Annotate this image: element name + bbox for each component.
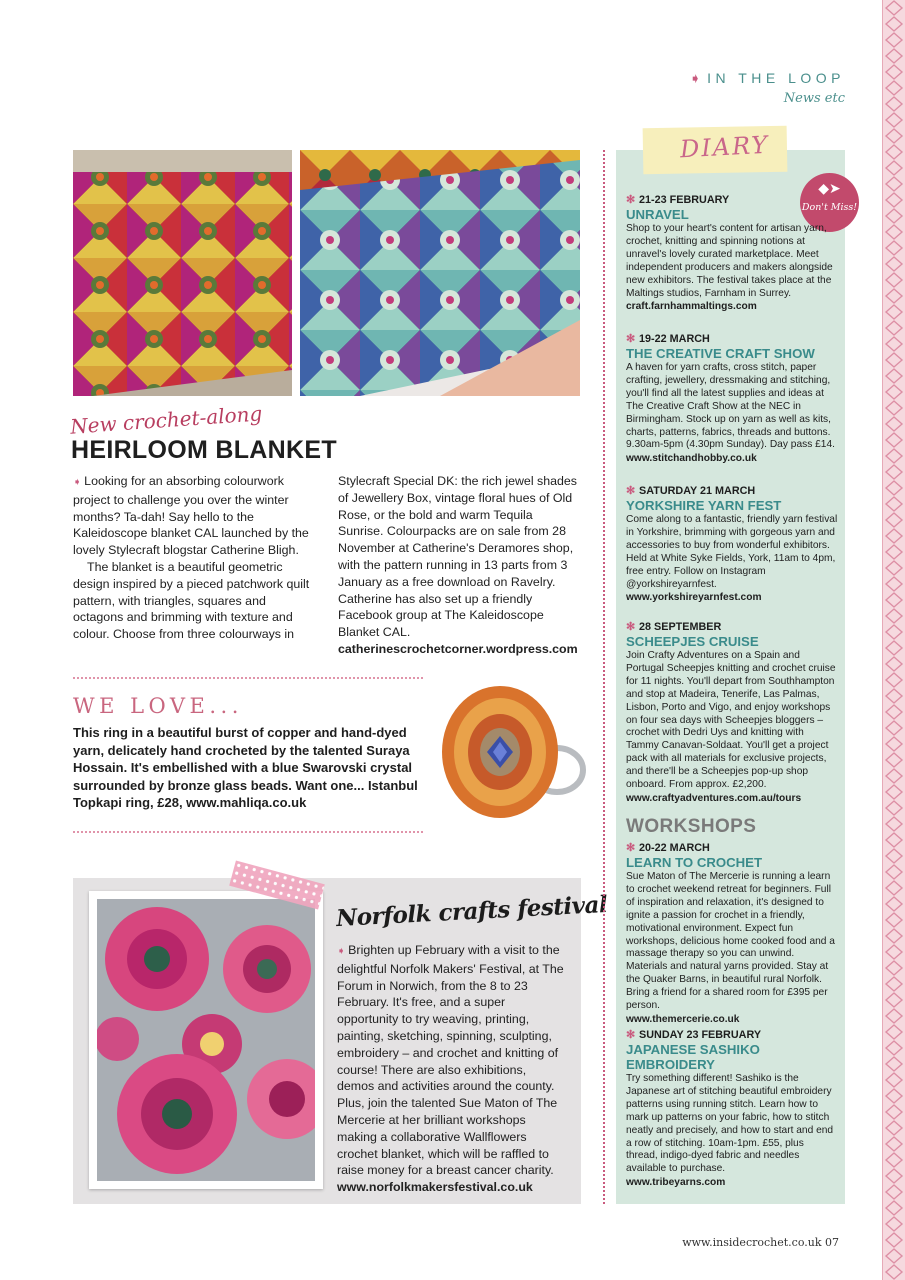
diary-entry <box>626 620 838 805</box>
diamond-border-pattern <box>883 0 905 1280</box>
ring-photo <box>425 670 590 835</box>
page-border-strip <box>882 0 905 1280</box>
norfolk-text: Brighten up February with a visit to the delightful Norfolk Makers' Festival, at The Forum in Norwich, from the 8 to 23 February. It's free, and a super opportunity to try weaving, printing, painting, sketching, spinning, sculpting, embroidery – and crochet and knitting of course! There are also exhibitions, demos and activities around the county. Plus, join the talented Sue Maton of The Mercerie at her brilliant workshops making a collaborative Wallflowers crochet blanket, which will be raffled to raise money for a breast cancer charity. <box>337 943 564 1178</box>
entry-desc: Shop to your heart's content for artisan yarn, crochet, knitting and spinning notions at unravel's lovely curated marketplace. Meet independent producers and makers alongside new exhibitors. The festival takes place at the Maltings studios, Farnham in Surrey. <box>626 223 833 299</box>
entry-url-link[interactable]: www.stitchandhobby.co.uk <box>626 453 757 465</box>
arrow-bullet-icon: ➧ <box>337 946 349 957</box>
feature-title: HEIRLOOM BLANKET <box>71 436 337 464</box>
blanket-photo-1 <box>73 150 292 396</box>
blanket-photo-2 <box>300 150 580 396</box>
welove-text: This ring in a beautiful burst of copper and hand-dyed yarn, delicately hand crocheted by the talented Suraya Hossain. It's embellished with a blue Swarovski crystal surrounded by bronze glass beads. Want one... Istanbul Topkapi ring, £28, www.mahliqa.co.uk <box>73 725 418 810</box>
fish-icon: ◆➤ <box>818 181 841 197</box>
star-icon: ✻ <box>626 333 636 345</box>
diary-entry <box>626 332 838 465</box>
entry-date: SUNDAY 23 FEBRUARY <box>639 1029 762 1041</box>
entry-url-link[interactable]: www.craftyadventures.com.au/tours <box>626 792 802 804</box>
feature-column-2 <box>338 473 581 658</box>
entry-name: LEARN TO CROCHET <box>626 855 763 870</box>
norfolk-column <box>337 942 565 1196</box>
entry-desc: A haven for yarn crafts, cross stitch, paper crafting, jewellery, dressmaking and stitching, you'll find all the latest supplies and ideas at The Creative Craft Show at the NEC in Birmingham. Stock up on yarn as well as kits, charts, patterns, fabrics, threads and buttons. 9.30am-5pm (4.30pm Sunday). Day pass £14. <box>626 362 835 451</box>
diary-divider <box>603 150 605 1204</box>
diary-label: DIARY <box>679 130 770 164</box>
entry-date: 28 SEPTEMBER <box>639 621 722 633</box>
feature-paragraph-2: The blanket is a beautiful geometric design inspired by a pieced patchwork quilt pattern, with triangles, squares and octagons and brimming with texture and colour. Choose from three colourways in <box>73 559 310 642</box>
arrow-bullet-icon: ➧ <box>73 477 85 488</box>
entry-name: SCHEEPJES CRUISE <box>626 634 759 649</box>
norfolk-url-link[interactable]: www.norfolkmakersfestival.co.uk <box>337 1180 533 1195</box>
star-icon: ✻ <box>626 1029 636 1041</box>
divider-bottom <box>73 831 423 833</box>
entry-name: YORKSHIRE YARN FEST <box>626 498 782 513</box>
star-icon: ✻ <box>626 621 636 633</box>
entry-name: UNRAVEL <box>626 207 689 222</box>
diary-entry <box>626 484 838 604</box>
entry-date: 19-22 MARCH <box>639 333 710 345</box>
feature-paragraph-3: Stylecraft Special DK: the rich jewel shades of Jewellery Box, vintage floral hues of Old Rose, or the bold and warm Tequila Sunrise. Colourpacks are on sale from 28 November at Catherine's Deramores shop, with the pattern running in 13 parts from 3 January as a free download on Ravelry. Catherine has also set up a friendly Facebook group at The Kaleidoscope Blanket CAL. <box>338 474 577 640</box>
entry-desc: Sue Maton of The Mercerie is running a learn to crochet weekend retreat for beginners. Full of inspiration and relaxation, it's designed to ignite a passion for crochet in a friendly, motivational environment. Expect fun workshops, delicious home cooked food and a massage therapy so you can unwind. Materials and natural yarns provided. Stay at the Quaker Barns, in beautiful rural Norfolk. Bring a friend for a shared room for £395 per person. <box>626 871 835 1012</box>
entry-url-link[interactable]: craft.farnhammaltings.com <box>626 301 757 313</box>
feature-column-1 <box>73 473 315 643</box>
feature-kicker: New crochet-along <box>69 401 263 439</box>
workshop-entry <box>626 1028 838 1189</box>
entry-url-link[interactable]: www.yorkshireyarnfest.com <box>626 592 762 604</box>
page-footer <box>682 1236 839 1249</box>
welove-title: WE LOVE... <box>73 694 243 718</box>
entry-date: 20-22 MARCH <box>639 842 710 854</box>
entry-date: SATURDAY 21 MARCH <box>639 485 756 497</box>
star-icon: ✻ <box>626 842 636 854</box>
feature-paragraph-1: Looking for an absorbing colourwork project to challenge you over the winter months? Ta-dah! Say hello to the Kaleidoscope blanket CAL launched by the lovely Stylecraft blogstar Catherine Bligh. <box>73 474 309 558</box>
entry-name: JAPANESE SASHIKO EMBROIDERY <box>626 1042 760 1072</box>
norfolk-title: Norfolk crafts festival <box>335 890 608 933</box>
entry-name: THE CREATIVE CRAFT SHOW <box>626 346 815 361</box>
entry-desc: Come along to a fantastic, friendly yarn festival in Yorkshire, brimming with gorgeous yarn and accessories to buy from wonderful exhibitors. Held at White Syke Fields, York, 11am to 4pm, free entry. Follow on Instagram @yorkshireyarnfest. <box>626 514 838 590</box>
workshop-entry <box>626 841 838 1026</box>
workshops-heading: WORKSHOPS <box>626 816 757 837</box>
section-header <box>689 70 845 106</box>
star-icon: ✻ <box>626 194 636 206</box>
feature-url-link[interactable]: catherinescrochetcorner.wordpress.com <box>338 641 578 656</box>
entry-url-link[interactable]: www.themercerie.co.uk <box>626 1013 740 1025</box>
page-number: 07 <box>825 1236 839 1249</box>
dont-miss-text: Don't Miss! <box>801 202 858 213</box>
entry-desc: Join Crafty Adventures on a Spain and Portugal Scheepjes knitting and crochet cruise for 11 nights. You'll depart from Southhampton and stop at Madeira, Tenerife, Las Palmas, Lisbon, Porto and Vigo, and enjoy workshops on four sea days with Scheepjes bloggers – crochet with Dedri Uys and knitting with Tammy Canavan-Soldaat. You'll get a project pack with all materials for exclusive projects, and there'll be a Scheepjes pop-up shop onboard. From approx. £2,200. <box>626 650 836 791</box>
footer-site[interactable]: www.insidecrochet.co.uk <box>682 1236 822 1249</box>
entry-url-link[interactable]: www.tribeyarns.com <box>626 1177 726 1189</box>
section-subtitle: News etc <box>783 91 845 106</box>
diary-entry <box>626 193 838 313</box>
entry-date: 21-23 FEBRUARY <box>639 194 730 206</box>
entry-desc: Try something different! Sashiko is the Japanese art of stitching beautiful embroidery patterns using running stitch. Learn how to mark up patterns on your fabric, how to stitch neatly and precisely, and how to start and end a row of stitching. 10am-1pm. £55, plus thread, indigo-dyed fabric and needles available to purchase. <box>626 1073 834 1175</box>
divider-top <box>73 677 423 679</box>
flowers-photo <box>97 899 315 1181</box>
star-icon: ✻ <box>626 485 636 497</box>
section-title: IN THE LOOP <box>707 70 845 86</box>
arrow-icon: ➧ <box>689 70 702 86</box>
